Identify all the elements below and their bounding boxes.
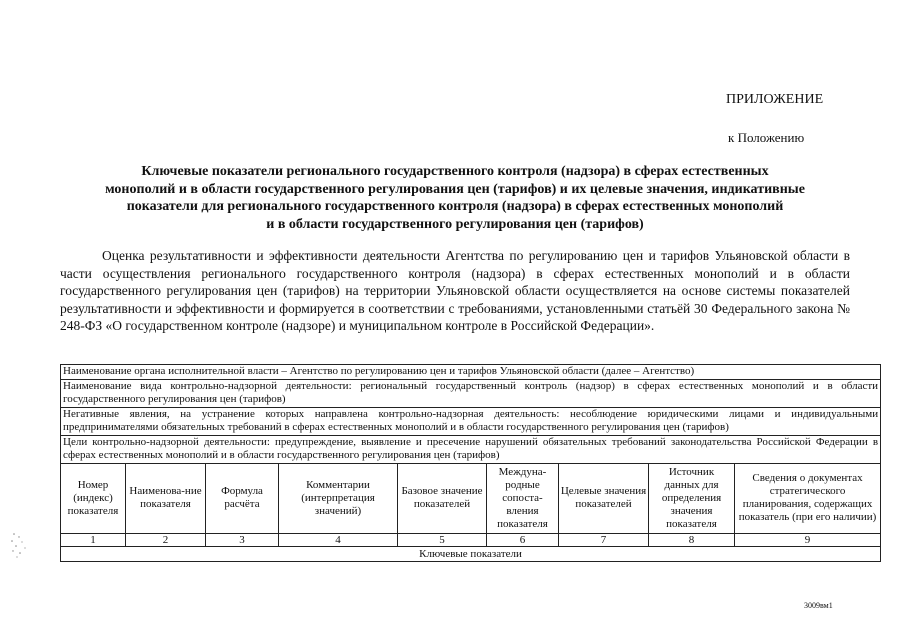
- table-header-row: [61, 463, 881, 533]
- activity-type-cell: Наименование вида контрольно-надзорной деятельности: региональный государственный контроль (надзор) в сферах естественных монополий и в области государственного регулирования цен (тарифов): [61, 379, 881, 407]
- column-number: 6: [487, 533, 559, 546]
- section-row: [61, 546, 881, 561]
- column-header: Источник данных для определения значения показателя: [649, 463, 735, 533]
- title-line: показатели для регионального государственного контроля (надзора) в сферах естественных монополий: [126, 199, 784, 214]
- column-number: 3: [206, 533, 279, 546]
- table-row: [61, 379, 881, 407]
- title-line: и в области государственного регулирования цен (тарифов): [266, 216, 644, 232]
- column-header: Сведения о документах стратегического планирования, содержащих показатель (при его наличии): [735, 463, 881, 533]
- column-number: 1: [61, 533, 126, 546]
- intro-paragraph: Оценка результативности и эффективности деятельности Агентства по регулированию цен и тарифов Ульяновской области в части осуществления регионального государственного контроля (надзора) в сферах естественных монополий и в области государственного регулирования цен (тарифов) на территории Ульяновской области осуществляется на основе системы показателей результативности и эффективности и формируется в соответствии с требованиями, установленными статьёй 30 Федерального закона № 248-ФЗ «О государственном контроле (надзоре) и муниципальном контроле в Российской Федерации».: [60, 248, 850, 333]
- appendix-label: ПРИЛОЖЕНИЕ: [726, 92, 824, 107]
- column-header: Базовое значение показателей: [398, 463, 487, 533]
- column-header: Наименова-ние показателя: [126, 463, 206, 533]
- column-number: 7: [559, 533, 649, 546]
- appendix-subtitle: к Положению: [728, 130, 805, 145]
- goals-cell: Цели контрольно-надзорной деятельности: предупреждение, выявление и пресечение нарушений обязательных требований законодательства Российской Федерации в сферах естественных монополий и в области государственного регулирования цен (тарифов): [61, 435, 881, 463]
- authority-cell: Наименование органа исполнительной власти – Агентство по регулированию цен и тарифов Ульяновской области (далее – Агентство): [61, 365, 881, 380]
- column-header: Целевые значения показателей: [559, 463, 649, 533]
- indicators-table: [60, 364, 881, 562]
- document-title: [60, 163, 850, 233]
- table-row: [61, 365, 881, 380]
- column-number: 4: [279, 533, 398, 546]
- column-number: 5: [398, 533, 487, 546]
- column-number-row: [61, 533, 881, 546]
- column-header: Междуна-родные сопоста-вления показателя: [487, 463, 559, 533]
- column-number: 8: [649, 533, 735, 546]
- column-number: 2: [126, 533, 206, 546]
- negative-phenomena-cell: Негативные явления, на устранение которых направлена контрольно-надзорная деятельность: несоблюдение юридическими лицами и индивидуальными предпринимателями обязательных требований в сферах естественных монополий и в области государственного регулирования цен (тарифов): [61, 407, 881, 435]
- column-number: 9: [735, 533, 881, 546]
- table-row: [61, 407, 881, 435]
- title-line: Ключевые показатели регионального государственного контроля (надзора) в сферах естественных: [141, 164, 769, 179]
- column-header: Формула расчёта: [206, 463, 279, 533]
- section-title: Ключевые показатели: [61, 546, 881, 561]
- column-header: Комментарии (интерпретация значений): [279, 463, 398, 533]
- title-line: монополий и в области государственного регулирования цен (тарифов) и их целевые значения, индикативные: [105, 181, 805, 197]
- footer-code: 3009вм1: [804, 601, 833, 610]
- column-header: Номер (индекс) показателя: [61, 463, 126, 533]
- table-row: [61, 435, 881, 463]
- scan-artifact: [8, 530, 30, 560]
